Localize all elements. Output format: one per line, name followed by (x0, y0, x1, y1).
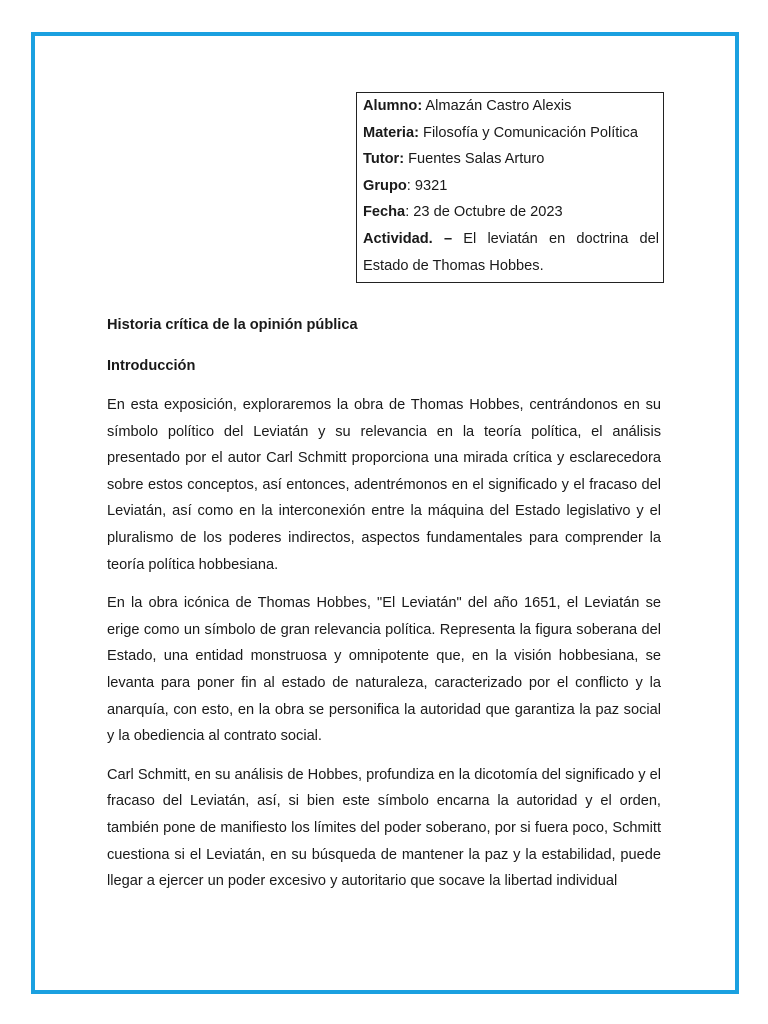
tutor-label: Tutor: (363, 151, 405, 168)
alumno-line (363, 93, 659, 120)
alumno-value: Almazán Castro Alexis (422, 98, 572, 114)
materia-line (363, 120, 659, 147)
grupo-value: : 9321 (406, 177, 448, 194)
grupo-label: Grupo (363, 177, 407, 194)
materia-value: Filosofía y Comunicación Política (418, 124, 638, 141)
document-body (107, 312, 661, 895)
section-heading: Introducción (107, 358, 196, 374)
fecha-line (363, 199, 659, 226)
alumno-label: Alumno: (363, 98, 423, 114)
actividad-value: El leviatán en doctrina del Estado de Thomas Hobbes. (363, 230, 659, 274)
tutor-line (363, 146, 659, 173)
tutor-value: Fuentes Salas Arturo (404, 151, 545, 168)
paragraph: En la obra icónica de Thomas Hobbes, "El Leviatán" del año 1651, el Leviatán se erige como un símbolo de gran relevancia política. Representa la figura soberana del Estado, una entidad monstruosa y omnipotente que, en la visión hobbesiana, se levanta para poner fin al estado de naturaleza, caracterizado por el conflicto y la anarquía, con esto, en la obra se personifica la autoridad que garantiza la paz social y la obediencia al contrato social. (107, 595, 661, 745)
fecha-value: : 23 de Octubre de 2023 (405, 204, 563, 221)
paragraph: Carl Schmitt, en su análisis de Hobbes, profundiza en la dicotomía del significado y el fracaso del Leviatán, así, si bien este símbolo encarna la autoridad y el orden, también pone de manifiesto los límites del poder soberano, por si fuera poco, Schmitt cuestiona si el Leviatán, en su búsqueda de mantener la paz y la estabilidad, puede llegar a ejercer un poder excesivo y autoritario que socave la libertad individual (107, 766, 661, 890)
paragraph: En esta exposición, exploraremos la obra de Thomas Hobbes, centrándonos en su símbolo político del Leviatán y su relevancia en la teoría política, el análisis presentado por el autor Carl Schmitt proporciona una mirada crítica y esclarecedora sobre estos conceptos, así entonces, adentrémonos en el significado y el fracaso del Leviatán, así como en la interconexión entre la máquina del Estado legislativo y el pluralismo de los poderes indirectos, aspectos fundamentales para comprender la teoría política hobbesiana. (107, 397, 661, 573)
student-info-box (356, 92, 664, 283)
actividad-line (363, 226, 659, 279)
materia-label: Materia: (363, 124, 419, 141)
actividad-label: Actividad. – (363, 230, 453, 247)
fecha-label: Fecha (363, 204, 406, 221)
grupo-line (363, 173, 659, 200)
document-title: Historia crítica de la opinión pública (107, 317, 358, 333)
